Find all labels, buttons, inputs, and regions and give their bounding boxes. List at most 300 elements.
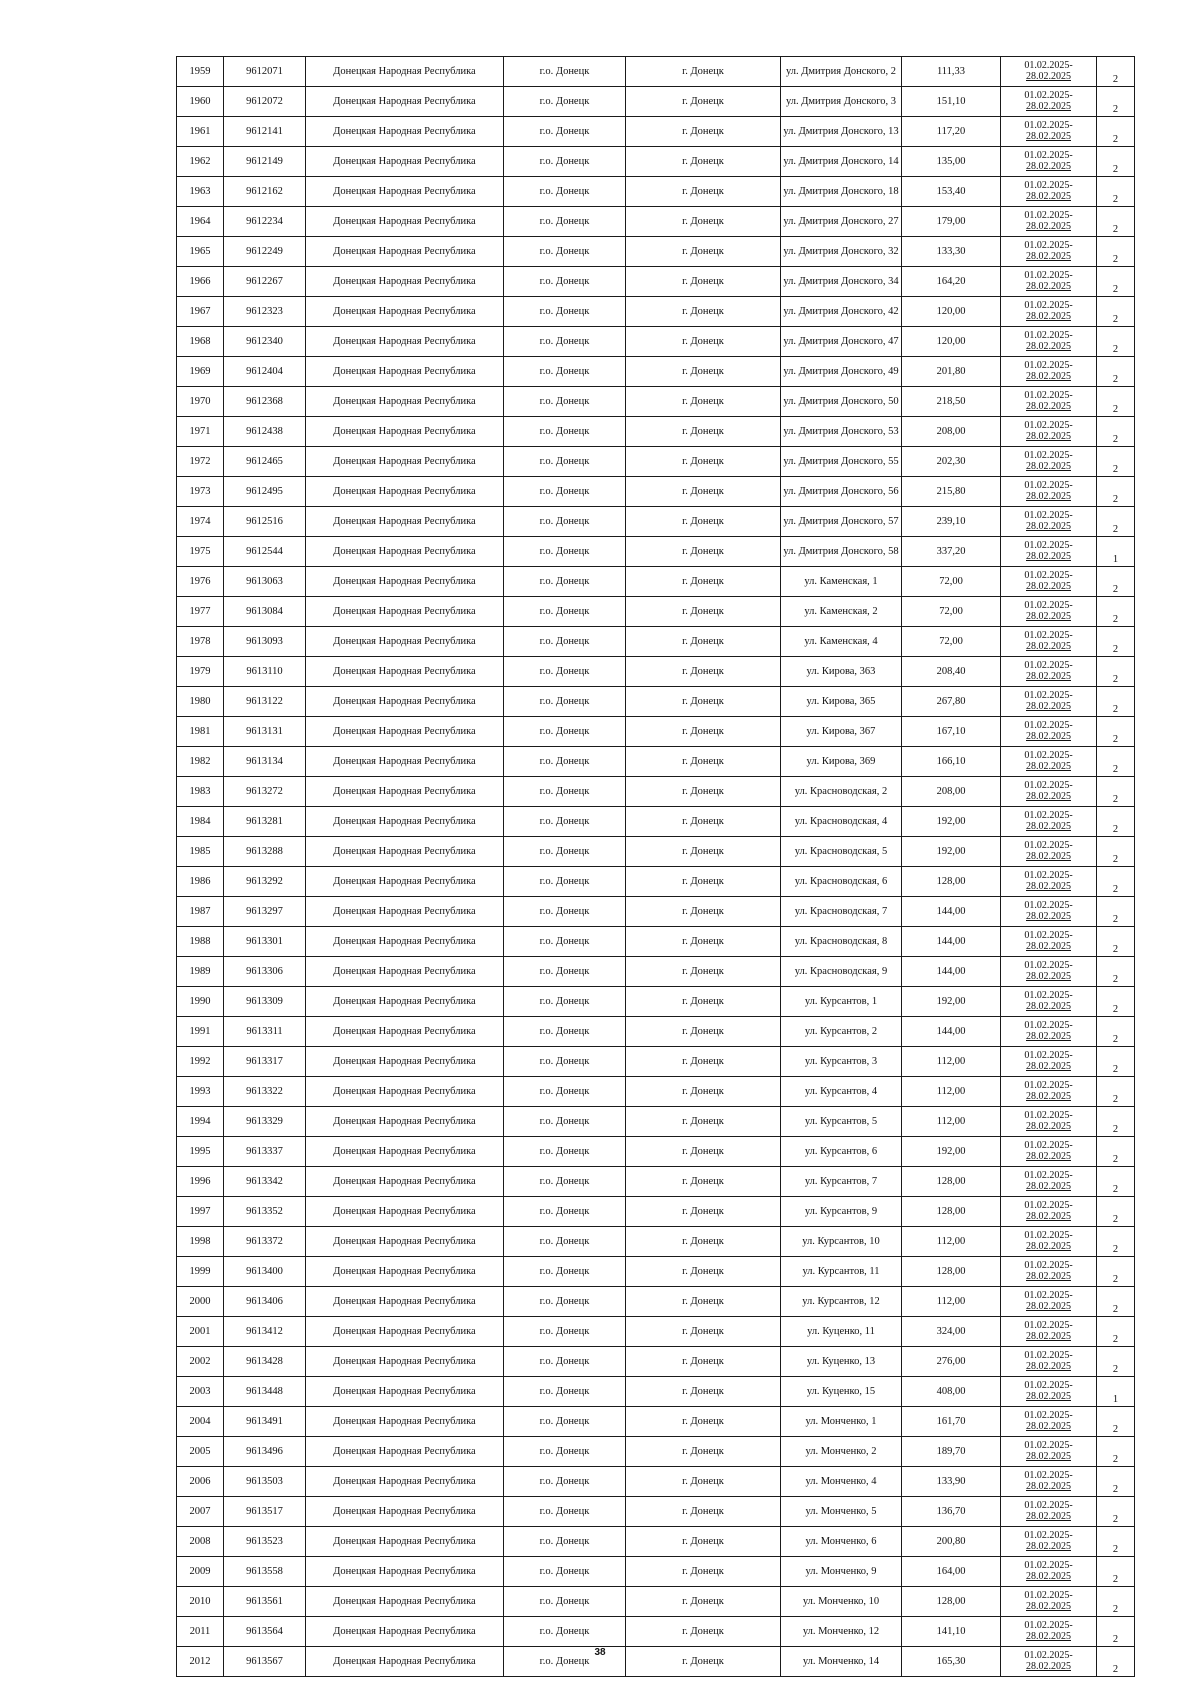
- period-cell: [1001, 1197, 1097, 1227]
- address-cell: ул. Курсантов, 9: [781, 1197, 902, 1227]
- row-number: 1992: [177, 1047, 224, 1077]
- object-id: 9613400: [224, 1257, 306, 1287]
- row-number: 1968: [177, 327, 224, 357]
- district-cell: г.о. Донецк: [504, 1287, 626, 1317]
- region-cell: Донецкая Народная Республика: [306, 327, 504, 357]
- city-cell: г. Донецк: [626, 1557, 781, 1587]
- region-cell: Донецкая Народная Республика: [306, 1197, 504, 1227]
- count-cell: 2: [1097, 1617, 1135, 1647]
- count-cell: 2: [1097, 267, 1135, 297]
- period-start: 01.02.2025-: [1024, 1470, 1073, 1481]
- row-number: 1972: [177, 447, 224, 477]
- period-end: 28.02.2025: [1026, 820, 1071, 832]
- district-cell: г.о. Донецк: [504, 627, 626, 657]
- count-cell: 2: [1097, 447, 1135, 477]
- period-cell: [1001, 1407, 1097, 1437]
- period-end: 28.02.2025: [1026, 790, 1071, 802]
- count-cell: 2: [1097, 1077, 1135, 1107]
- period-end: 28.02.2025: [1026, 1570, 1071, 1582]
- period-end: 28.02.2025: [1026, 850, 1071, 862]
- period-end: 28.02.2025: [1026, 1330, 1071, 1342]
- value-cell: 112,00: [902, 1047, 1001, 1077]
- region-cell: Донецкая Народная Республика: [306, 477, 504, 507]
- period-start: 01.02.2025-: [1024, 120, 1073, 131]
- object-id: 9612368: [224, 387, 306, 417]
- object-id: 9613337: [224, 1137, 306, 1167]
- period-cell: [1001, 147, 1097, 177]
- city-cell: г. Донецк: [626, 1527, 781, 1557]
- period-start: 01.02.2025-: [1024, 1290, 1073, 1301]
- period-cell: [1001, 1467, 1097, 1497]
- value-cell: 144,00: [902, 897, 1001, 927]
- value-cell: 165,30: [902, 1647, 1001, 1677]
- count-cell: 2: [1097, 1287, 1135, 1317]
- region-cell: Донецкая Народная Республика: [306, 117, 504, 147]
- address-cell: ул. Дмитрия Донского, 34: [781, 267, 902, 297]
- region-cell: Донецкая Народная Республика: [306, 897, 504, 927]
- period-cell: [1001, 927, 1097, 957]
- period-cell: [1001, 1317, 1097, 1347]
- count-cell: 2: [1097, 477, 1135, 507]
- period-end: 28.02.2025: [1026, 1150, 1071, 1162]
- period-start: 01.02.2025-: [1024, 1590, 1073, 1601]
- city-cell: г. Донецк: [626, 537, 781, 567]
- value-cell: 239,10: [902, 507, 1001, 537]
- region-cell: Донецкая Народная Республика: [306, 207, 504, 237]
- table-row: [177, 867, 1135, 897]
- city-cell: г. Донецк: [626, 807, 781, 837]
- period-cell: [1001, 387, 1097, 417]
- table-row: [177, 1617, 1135, 1647]
- district-cell: г.о. Донецк: [504, 1347, 626, 1377]
- district-cell: г.о. Донецк: [504, 1617, 626, 1647]
- period-cell: [1001, 327, 1097, 357]
- period-start: 01.02.2025-: [1024, 1020, 1073, 1031]
- period-cell: [1001, 1557, 1097, 1587]
- region-cell: Донецкая Народная Республика: [306, 177, 504, 207]
- period-cell: [1001, 1497, 1097, 1527]
- table-row: [177, 777, 1135, 807]
- object-id: 9613063: [224, 567, 306, 597]
- row-number: 1959: [177, 57, 224, 87]
- period-end: 28.02.2025: [1026, 730, 1071, 742]
- period-start: 01.02.2025-: [1024, 990, 1073, 1001]
- table-row: [177, 657, 1135, 687]
- row-number: 2009: [177, 1557, 224, 1587]
- count-cell: 2: [1097, 387, 1135, 417]
- period-cell: [1001, 687, 1097, 717]
- table-row: [177, 1437, 1135, 1467]
- address-cell: ул. Дмитрия Донского, 2: [781, 57, 902, 87]
- period-cell: [1001, 1227, 1097, 1257]
- city-cell: г. Донецк: [626, 1407, 781, 1437]
- object-id: 9613306: [224, 957, 306, 987]
- count-cell: 2: [1097, 147, 1135, 177]
- period-start: 01.02.2025-: [1024, 930, 1073, 941]
- row-number: 2001: [177, 1317, 224, 1347]
- object-id: 9612340: [224, 327, 306, 357]
- count-cell: 2: [1097, 1347, 1135, 1377]
- row-number: 1964: [177, 207, 224, 237]
- city-cell: г. Донецк: [626, 747, 781, 777]
- period-start: 01.02.2025-: [1024, 1260, 1073, 1271]
- count-cell: 2: [1097, 1407, 1135, 1437]
- region-cell: Донецкая Народная Республика: [306, 807, 504, 837]
- region-cell: Донецкая Народная Республика: [306, 147, 504, 177]
- period-end: 28.02.2025: [1026, 160, 1071, 172]
- period-cell: [1001, 1017, 1097, 1047]
- row-number: 1987: [177, 897, 224, 927]
- value-cell: 200,80: [902, 1527, 1001, 1557]
- period-end: 28.02.2025: [1026, 580, 1071, 592]
- period-start: 01.02.2025-: [1024, 1350, 1073, 1361]
- period-start: 01.02.2025-: [1024, 300, 1073, 311]
- object-id: 9613406: [224, 1287, 306, 1317]
- table-row: [177, 747, 1135, 777]
- period-start: 01.02.2025-: [1024, 480, 1073, 491]
- object-id: 9612404: [224, 357, 306, 387]
- address-cell: ул. Монченко, 10: [781, 1587, 902, 1617]
- table-row: [177, 1047, 1135, 1077]
- region-cell: Донецкая Народная Республика: [306, 1227, 504, 1257]
- row-number: 1993: [177, 1077, 224, 1107]
- row-number: 1990: [177, 987, 224, 1017]
- period-start: 01.02.2025-: [1024, 240, 1073, 251]
- count-cell: 2: [1097, 237, 1135, 267]
- value-cell: 128,00: [902, 867, 1001, 897]
- period-end: 28.02.2025: [1026, 520, 1071, 532]
- region-cell: Донецкая Народная Республика: [306, 1347, 504, 1377]
- period-end: 28.02.2025: [1026, 910, 1071, 922]
- table-body: [177, 57, 1135, 1677]
- period-end: 28.02.2025: [1026, 190, 1071, 202]
- object-id: 9613491: [224, 1407, 306, 1437]
- region-cell: Донецкая Народная Республика: [306, 717, 504, 747]
- period-end: 28.02.2025: [1026, 1360, 1071, 1372]
- period-cell: [1001, 627, 1097, 657]
- object-id: 9612516: [224, 507, 306, 537]
- count-cell: 2: [1097, 717, 1135, 747]
- object-id: 9613448: [224, 1377, 306, 1407]
- table-row: [177, 537, 1135, 567]
- address-cell: ул. Красноводская, 9: [781, 957, 902, 987]
- object-id: 9612234: [224, 207, 306, 237]
- period-cell: [1001, 1047, 1097, 1077]
- count-cell: 2: [1097, 207, 1135, 237]
- count-cell: 2: [1097, 297, 1135, 327]
- city-cell: г. Донецк: [626, 777, 781, 807]
- district-cell: г.о. Донецк: [504, 207, 626, 237]
- count-cell: 2: [1097, 867, 1135, 897]
- address-cell: ул. Дмитрия Донского, 47: [781, 327, 902, 357]
- address-cell: ул. Курсантов, 3: [781, 1047, 902, 1077]
- address-cell: ул. Дмитрия Донского, 3: [781, 87, 902, 117]
- count-cell: 2: [1097, 1497, 1135, 1527]
- count-cell: 2: [1097, 657, 1135, 687]
- period-end: 28.02.2025: [1026, 550, 1071, 562]
- period-start: 01.02.2025-: [1024, 1410, 1073, 1421]
- count-cell: 2: [1097, 177, 1135, 207]
- district-cell: г.о. Донецк: [504, 1167, 626, 1197]
- table-row: [177, 1287, 1135, 1317]
- address-cell: ул. Красноводская, 7: [781, 897, 902, 927]
- address-cell: ул. Курсантов, 1: [781, 987, 902, 1017]
- value-cell: 144,00: [902, 957, 1001, 987]
- region-cell: Донецкая Народная Республика: [306, 1137, 504, 1167]
- region-cell: Донецкая Народная Республика: [306, 627, 504, 657]
- count-cell: 2: [1097, 327, 1135, 357]
- row-number: 1963: [177, 177, 224, 207]
- address-cell: ул. Дмитрия Донского, 42: [781, 297, 902, 327]
- address-cell: ул. Красноводская, 8: [781, 927, 902, 957]
- value-cell: 128,00: [902, 1197, 1001, 1227]
- address-cell: ул. Дмитрия Донского, 32: [781, 237, 902, 267]
- value-cell: 133,30: [902, 237, 1001, 267]
- city-cell: г. Донецк: [626, 117, 781, 147]
- period-cell: [1001, 267, 1097, 297]
- row-number: 1970: [177, 387, 224, 417]
- row-number: 1962: [177, 147, 224, 177]
- count-cell: 1: [1097, 1377, 1135, 1407]
- count-cell: 2: [1097, 597, 1135, 627]
- value-cell: 267,80: [902, 687, 1001, 717]
- period-cell: [1001, 447, 1097, 477]
- count-cell: 2: [1097, 957, 1135, 987]
- count-cell: 2: [1097, 627, 1135, 657]
- count-cell: 2: [1097, 117, 1135, 147]
- period-cell: [1001, 897, 1097, 927]
- count-cell: 2: [1097, 1557, 1135, 1587]
- district-cell: г.о. Донецк: [504, 717, 626, 747]
- object-id: 9613523: [224, 1527, 306, 1557]
- period-end: 28.02.2025: [1026, 760, 1071, 772]
- period-end: 28.02.2025: [1026, 460, 1071, 472]
- period-start: 01.02.2025-: [1024, 90, 1073, 101]
- city-cell: г. Донецк: [626, 717, 781, 747]
- period-end: 28.02.2025: [1026, 1030, 1071, 1042]
- district-cell: г.о. Донецк: [504, 1437, 626, 1467]
- address-cell: ул. Красноводская, 2: [781, 777, 902, 807]
- period-end: 28.02.2025: [1026, 340, 1071, 352]
- table-row: [177, 417, 1135, 447]
- period-end: 28.02.2025: [1026, 1300, 1071, 1312]
- period-cell: [1001, 867, 1097, 897]
- object-id: 9613342: [224, 1167, 306, 1197]
- row-number: 1978: [177, 627, 224, 657]
- city-cell: г. Донецк: [626, 1377, 781, 1407]
- region-cell: Донецкая Народная Республика: [306, 447, 504, 477]
- period-cell: [1001, 537, 1097, 567]
- period-cell: [1001, 117, 1097, 147]
- region-cell: Донецкая Народная Республика: [306, 297, 504, 327]
- period-start: 01.02.2025-: [1024, 810, 1073, 821]
- period-end: 28.02.2025: [1026, 70, 1071, 82]
- table-row: [177, 1197, 1135, 1227]
- city-cell: г. Донецк: [626, 1257, 781, 1287]
- row-number: 1998: [177, 1227, 224, 1257]
- page-number: 38: [594, 1647, 606, 1658]
- period-start: 01.02.2025-: [1024, 960, 1073, 971]
- address-cell: ул. Дмитрия Донского, 58: [781, 537, 902, 567]
- period-end: 28.02.2025: [1026, 1270, 1071, 1282]
- city-cell: г. Донецк: [626, 627, 781, 657]
- address-cell: ул. Монченко, 2: [781, 1437, 902, 1467]
- period-end: 28.02.2025: [1026, 220, 1071, 232]
- period-start: 01.02.2025-: [1024, 690, 1073, 701]
- period-start: 01.02.2025-: [1024, 330, 1073, 341]
- period-end: 28.02.2025: [1026, 1120, 1071, 1132]
- table-row: [177, 1167, 1135, 1197]
- value-cell: 324,00: [902, 1317, 1001, 1347]
- row-number: 1974: [177, 507, 224, 537]
- count-cell: 2: [1097, 807, 1135, 837]
- period-start: 01.02.2025-: [1024, 1380, 1073, 1391]
- district-cell: г.о. Донецк: [504, 1017, 626, 1047]
- region-cell: Донецкая Народная Республика: [306, 597, 504, 627]
- district-cell: г.о. Донецк: [504, 507, 626, 537]
- period-start: 01.02.2025-: [1024, 1560, 1073, 1571]
- address-cell: ул. Дмитрия Донского, 50: [781, 387, 902, 417]
- object-id: 9612544: [224, 537, 306, 567]
- count-cell: 2: [1097, 1017, 1135, 1047]
- object-id: 9613084: [224, 597, 306, 627]
- address-cell: ул. Кирова, 367: [781, 717, 902, 747]
- count-cell: 2: [1097, 987, 1135, 1017]
- row-number: 1973: [177, 477, 224, 507]
- period-start: 01.02.2025-: [1024, 1650, 1073, 1661]
- region-cell: Донецкая Народная Республика: [306, 1407, 504, 1437]
- period-cell: [1001, 747, 1097, 777]
- period-end: 28.02.2025: [1026, 100, 1071, 112]
- address-cell: ул. Куценко, 15: [781, 1377, 902, 1407]
- period-end: 28.02.2025: [1026, 1600, 1071, 1612]
- period-start: 01.02.2025-: [1024, 1170, 1073, 1181]
- city-cell: г. Донецк: [626, 927, 781, 957]
- address-cell: ул. Кирова, 363: [781, 657, 902, 687]
- period-end: 28.02.2025: [1026, 1390, 1071, 1402]
- table-row: [177, 807, 1135, 837]
- period-start: 01.02.2025-: [1024, 420, 1073, 431]
- period-end: 28.02.2025: [1026, 940, 1071, 952]
- value-cell: 111,33: [902, 57, 1001, 87]
- value-cell: 144,00: [902, 927, 1001, 957]
- value-cell: 189,70: [902, 1437, 1001, 1467]
- period-start: 01.02.2025-: [1024, 660, 1073, 671]
- count-cell: 2: [1097, 747, 1135, 777]
- address-cell: ул. Курсантов, 2: [781, 1017, 902, 1047]
- object-id: 9613134: [224, 747, 306, 777]
- period-cell: [1001, 837, 1097, 867]
- period-cell: [1001, 1257, 1097, 1287]
- value-cell: 408,00: [902, 1377, 1001, 1407]
- object-id: 9612249: [224, 237, 306, 267]
- city-cell: г. Донецк: [626, 1287, 781, 1317]
- row-number: 1976: [177, 567, 224, 597]
- object-id: 9613272: [224, 777, 306, 807]
- region-cell: Донецкая Народная Республика: [306, 1557, 504, 1587]
- district-cell: г.о. Донецк: [504, 177, 626, 207]
- object-id: 9613412: [224, 1317, 306, 1347]
- region-cell: Донецкая Народная Республика: [306, 1617, 504, 1647]
- table-row: [177, 567, 1135, 597]
- value-cell: 141,10: [902, 1617, 1001, 1647]
- period-end: 28.02.2025: [1026, 880, 1071, 892]
- address-cell: ул. Курсантов, 5: [781, 1107, 902, 1137]
- city-cell: г. Донецк: [626, 1617, 781, 1647]
- object-id: 9613122: [224, 687, 306, 717]
- district-cell: г.о. Донецк: [504, 1257, 626, 1287]
- object-id: 9612071: [224, 57, 306, 87]
- row-number: 1995: [177, 1137, 224, 1167]
- city-cell: г. Донецк: [626, 567, 781, 597]
- city-cell: г. Донецк: [626, 447, 781, 477]
- period-end: 28.02.2025: [1026, 1540, 1071, 1552]
- object-id: 9613517: [224, 1497, 306, 1527]
- table-row: [177, 1467, 1135, 1497]
- city-cell: г. Донецк: [626, 1347, 781, 1377]
- district-cell: г.о. Донецк: [504, 1227, 626, 1257]
- period-start: 01.02.2025-: [1024, 1110, 1073, 1121]
- table-row: [177, 207, 1135, 237]
- address-cell: ул. Дмитрия Донского, 49: [781, 357, 902, 387]
- row-number: 1960: [177, 87, 224, 117]
- object-id: 9613311: [224, 1017, 306, 1047]
- table-row: [177, 87, 1135, 117]
- value-cell: 208,40: [902, 657, 1001, 687]
- region-cell: Донецкая Народная Республика: [306, 837, 504, 867]
- period-cell: [1001, 177, 1097, 207]
- district-cell: г.о. Донецк: [504, 147, 626, 177]
- city-cell: г. Донецк: [626, 207, 781, 237]
- value-cell: 128,00: [902, 1587, 1001, 1617]
- city-cell: г. Донецк: [626, 597, 781, 627]
- value-cell: 201,80: [902, 357, 1001, 387]
- count-cell: 2: [1097, 1527, 1135, 1557]
- district-cell: г.о. Донецк: [504, 357, 626, 387]
- count-cell: 2: [1097, 1587, 1135, 1617]
- city-cell: г. Донецк: [626, 1197, 781, 1227]
- period-cell: [1001, 1527, 1097, 1557]
- city-cell: г. Донецк: [626, 1437, 781, 1467]
- district-cell: г.о. Донецк: [504, 327, 626, 357]
- address-cell: ул. Кирова, 365: [781, 687, 902, 717]
- value-cell: 164,00: [902, 1557, 1001, 1587]
- period-end: 28.02.2025: [1026, 490, 1071, 502]
- city-cell: г. Донецк: [626, 327, 781, 357]
- count-cell: 2: [1097, 927, 1135, 957]
- period-start: 01.02.2025-: [1024, 180, 1073, 191]
- period-cell: [1001, 57, 1097, 87]
- city-cell: г. Донецк: [626, 687, 781, 717]
- object-id: 9613567: [224, 1647, 306, 1677]
- table-row: [177, 597, 1135, 627]
- count-cell: 2: [1097, 1107, 1135, 1137]
- object-id: 9612267: [224, 267, 306, 297]
- city-cell: г. Донецк: [626, 987, 781, 1017]
- period-start: 01.02.2025-: [1024, 1080, 1073, 1091]
- district-cell: г.о. Донецк: [504, 987, 626, 1017]
- period-start: 01.02.2025-: [1024, 900, 1073, 911]
- district-cell: г.о. Донецк: [504, 777, 626, 807]
- row-number: 1961: [177, 117, 224, 147]
- row-number: 1971: [177, 417, 224, 447]
- count-cell: 2: [1097, 1317, 1135, 1347]
- period-start: 01.02.2025-: [1024, 1500, 1073, 1511]
- table-row: [177, 1317, 1135, 1347]
- value-cell: 218,50: [902, 387, 1001, 417]
- period-start: 01.02.2025-: [1024, 1530, 1073, 1541]
- city-cell: г. Донецк: [626, 1467, 781, 1497]
